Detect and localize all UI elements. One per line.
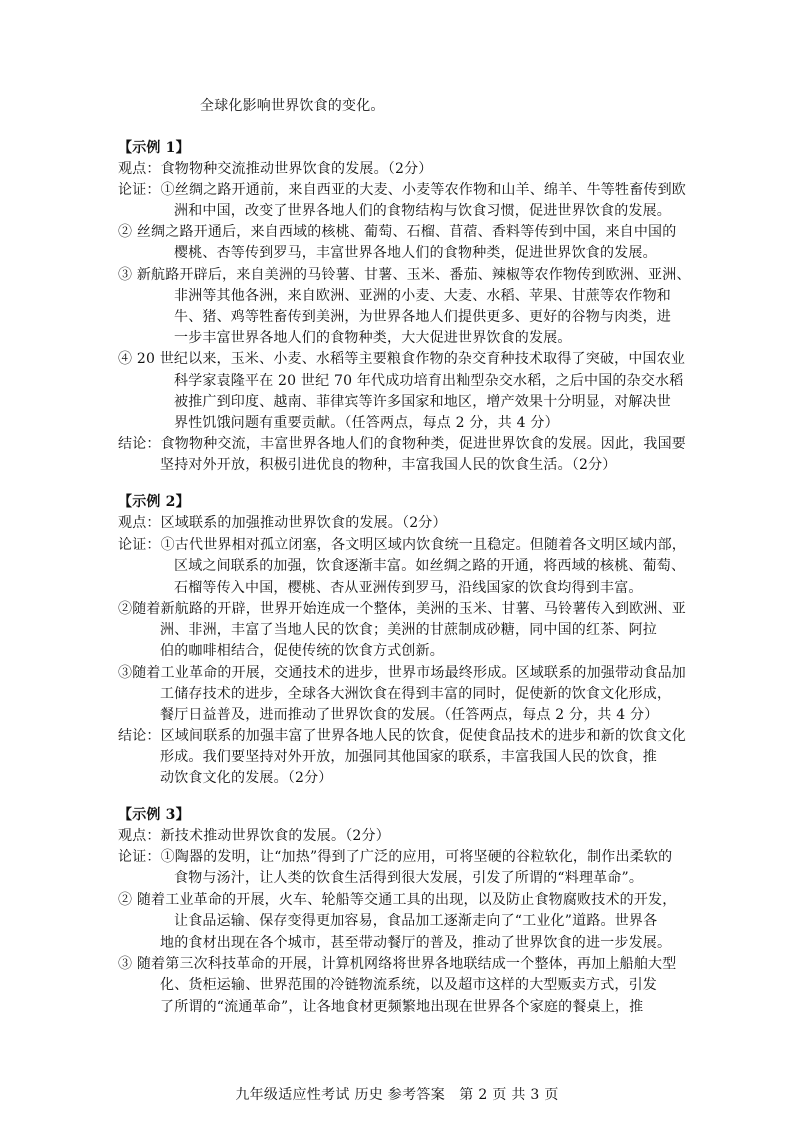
example-2-argument-line: 论证：①古代世界相对孤立闭塞，各文明区域内饮食统一且稳定。但随着各文明区域内部， bbox=[118, 537, 686, 553]
example-2-argument-line: 餐厅日益普及，进而推动了世界饮食的发展。（任答两点，每点 2 分，共 4 分） bbox=[160, 707, 659, 723]
example-2-argument-line: 洲、非洲，丰富了当地人民的饮食；美洲的甘蔗制成砂糖，同中国的红茶、阿拉 bbox=[160, 622, 657, 638]
example-3-argument-line: 了所谓的“流通革命”，让各地食材更频繁地出现在世界各个家庭的餐桌上，推 bbox=[160, 999, 644, 1015]
example-2-argument-line: 工储存技术的进步，全球各大洲饮食在得到丰富的同时，促使新的饮食文化形成， bbox=[160, 686, 672, 702]
example-3-argument-line: ③ 随着第三次科技革命的开展，计算机网络将世界各地联结成一个整体，再加上船舶大型 bbox=[118, 956, 677, 972]
example-2-conclusion-line: 形成。我们要坚持对外开放，加强同其他国家的联系，丰富我国人民的饮食，推 bbox=[160, 749, 657, 765]
example-3-argument-line: 论证：①陶器的发明，让“加热”得到了广泛的应用，可将坚硬的谷粒软化，制作出柔软的 bbox=[118, 849, 673, 865]
example-1-argument-line: ② 丝绸之路开通后，来自西域的核桃、葡萄、石榴、苜蓿、香料等传到中国，来自中国的 bbox=[118, 224, 677, 240]
example-2-conclusion-line: 动饮食文化的发展。（2分） bbox=[160, 770, 333, 786]
example-2-conclusion: 结论：区域间联系的加强丰富了世界各地人民的饮食，促使食品技术的进步和新的饮食文化 bbox=[118, 728, 686, 744]
example-1-conclusion: 结论：食物物种交流，丰富世界各地人们的食物种类，促进世界饮食的发展。因此，我国要 bbox=[118, 436, 686, 452]
example-1-argument-line: 被推广到印度、越南、菲律宾等许多国家和地区，增产效果十分明显，对解决世 bbox=[174, 394, 671, 410]
example-1-argument-line: ④ 20 世纪以来，玉米、小麦、水稻等主要粮食作物的杂交育种技术取得了突破，中国农业 bbox=[118, 351, 686, 367]
example-1-conclusion-line: 坚持对外开放，积极引进优良的物种，丰富我国人民的饮食生活。（2分） bbox=[160, 457, 617, 473]
example-2-viewpoint: 观点：区域联系的加强推动世界饮食的发展。（2分） bbox=[118, 515, 447, 531]
example-2-argument-line: ③随着工业革命的开展，交通技术的进步，世界市场最终形成。区域联系的加强带动食品加 bbox=[118, 665, 686, 681]
example-3-argument-line: 食物与汤汁，让人类的饮食生活得到很大发展，引发了所谓的“料理革命”。 bbox=[174, 870, 644, 886]
example-1-heading: 【示例 1】 bbox=[118, 140, 190, 156]
example-3-heading: 【示例 3】 bbox=[118, 807, 190, 823]
example-2-argument-line: 区域之间联系的加强，饮食逐渐丰富。如丝绸之路的开通，将西域的核桃、葡萄、 bbox=[174, 558, 686, 574]
example-1-argument-line: 非洲等其他各洲，来自欧洲、亚洲的小麦、大麦、水稻、苹果、甘蔗等农作物和 bbox=[174, 288, 671, 304]
intro-line: 全球化影响世界饮食的变化。 bbox=[200, 98, 385, 114]
example-1-argument-line: 樱桃、杏等传到罗马，丰富世界各地人们的食物种类，促进世界饮食的发展。 bbox=[174, 245, 657, 261]
example-1-argument-line: 科学家袁隆平在 20 世纪 70 年代成功培育出籼型杂交水稻，之后中国的杂交水稻 bbox=[174, 373, 684, 389]
example-1-argument-line: ③ 新航路开辟后，来自美洲的马铃薯、甘薯、玉米、番茄、辣椒等农作物传到欧洲、亚洲、 bbox=[118, 267, 691, 283]
example-2-argument-line: ②随着新航路的开辟，世界开始连成一个整体，美洲的玉米、甘薯、马铃薯传入到欧洲、亚 bbox=[118, 601, 686, 617]
example-2-argument-line: 石榴等传入中国，樱桃、杏从亚洲传到罗马，沿线国家的饮食均得到丰富。 bbox=[174, 580, 643, 596]
example-2-argument-line: 伯的咖啡相结合，促使传统的饮食方式创新。 bbox=[160, 643, 444, 659]
example-3-argument-line: 化、货柜运输、世界范围的冷链物流系统，以及超市这样的大型贩卖方式，引发 bbox=[160, 977, 657, 993]
example-2-heading: 【示例 2】 bbox=[118, 494, 190, 510]
example-3-argument-line: 地的食材出现在各个城市，甚至带动餐厅的普及，推动了世界饮食的进一步发展。 bbox=[160, 935, 672, 951]
page-footer: 九年级适应性考试 历史 参考答案 第 2 页 共 3 页 bbox=[235, 1087, 559, 1103]
example-1-argument-line: 一步丰富世界各地人们的食物种类，大大促进世界饮食的发展。 bbox=[174, 330, 572, 346]
example-1-argument-line: 论证：①丝绸之路开通前，来自西亚的大麦、小麦等农作物和山羊、绵羊、牛等牲畜传到欧 bbox=[118, 182, 686, 198]
example-3-argument-line: 让食品运输、保存变得更加容易，食品加工逐渐走向了“工业化”道路。世界各 bbox=[174, 913, 658, 929]
example-1-argument-line: 界性饥饿问题有重要贡献。（任答两点，每点 2 分，共 4 分） bbox=[174, 415, 559, 431]
example-1-argument-line: 洲和中国，改变了世界各地人们的食物结构与饮食习惯，促进世界饮食的发展。 bbox=[174, 203, 671, 219]
example-3-viewpoint: 观点：新技术推动世界饮食的发展。（2分） bbox=[118, 828, 390, 844]
example-1-argument-line: 牛、猪、鸡等牲畜传到美洲，为世界各地人们提供更多、更好的谷物与肉类，进 bbox=[174, 309, 671, 325]
example-1-viewpoint: 观点：食物物种交流推动世界饮食的发展。（2分） bbox=[118, 161, 433, 177]
example-3-argument-line: ② 随着工业革命的开展，火车、轮船等交通工具的出现，以及防止食物腐败技术的开发， bbox=[118, 892, 677, 908]
